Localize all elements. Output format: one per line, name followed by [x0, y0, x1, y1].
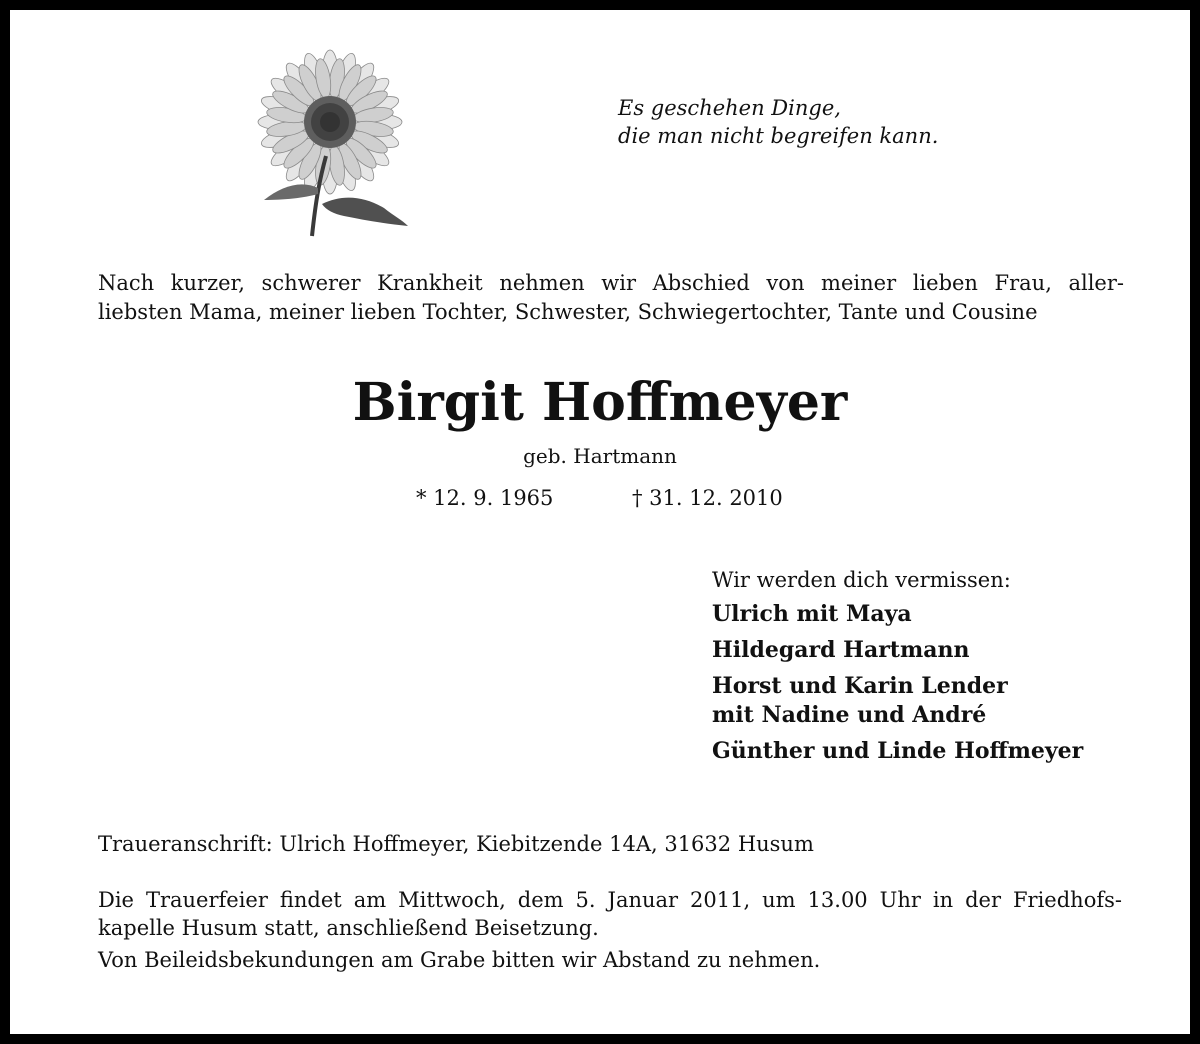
mourner-name: Hildegard Hartmann: [712, 637, 970, 663]
mourner-name: mit Nadine und André: [712, 702, 987, 728]
sunflower-icon: [246, 48, 414, 238]
ceremony-line-2: kapelle Husum statt, anschließend Beisetzung.: [98, 916, 599, 940]
mourner-name: Ulrich mit Maya: [712, 601, 912, 627]
death-date: † 31. 12. 2010: [632, 486, 783, 510]
mourner-group: [712, 672, 1083, 730]
motto-line-1: Es geschehen Dinge,: [618, 96, 841, 120]
maiden-name: geb. Hartmann: [523, 444, 677, 468]
intro-line-1: Nach kurzer, schwerer Krankheit nehmen wir Abschied von meiner lieben Frau, aller-: [98, 271, 1124, 295]
condolence-note: Von Beileidsbekundungen am Grabe bitten wir Abstand zu nehmen.: [98, 948, 821, 972]
mourner-name: Horst und Karin Lender: [712, 673, 1008, 699]
ceremony-paragraph: [98, 886, 1122, 942]
intro-paragraph: [98, 269, 1124, 327]
birth-date: * 12. 9. 1965: [416, 486, 554, 510]
mourning-address: Traueranschrift: Ulrich Hoffmeyer, Kiebitzende 14A, 31632 Husum: [98, 832, 814, 856]
motto-quote: [618, 94, 938, 150]
intro-line-2: liebsten Mama, meiner lieben Tochter, Schwester, Schwiegertochter, Tante und Cousine: [98, 300, 1038, 324]
mourners-lead: Wir werden dich vermissen:: [712, 568, 1011, 592]
deceased-name: Birgit Hoffmeyer: [352, 372, 848, 433]
ceremony-line-1: Die Trauerfeier findet am Mittwoch, dem 5. Januar 2011, um 13.00 Uhr in der Friedhofs-: [98, 888, 1122, 912]
mourner-name: Günther und Linde Hoffmeyer: [712, 738, 1084, 764]
mourners-block: [712, 566, 1083, 773]
motto-line-2: die man nicht begreifen kann.: [618, 124, 939, 148]
